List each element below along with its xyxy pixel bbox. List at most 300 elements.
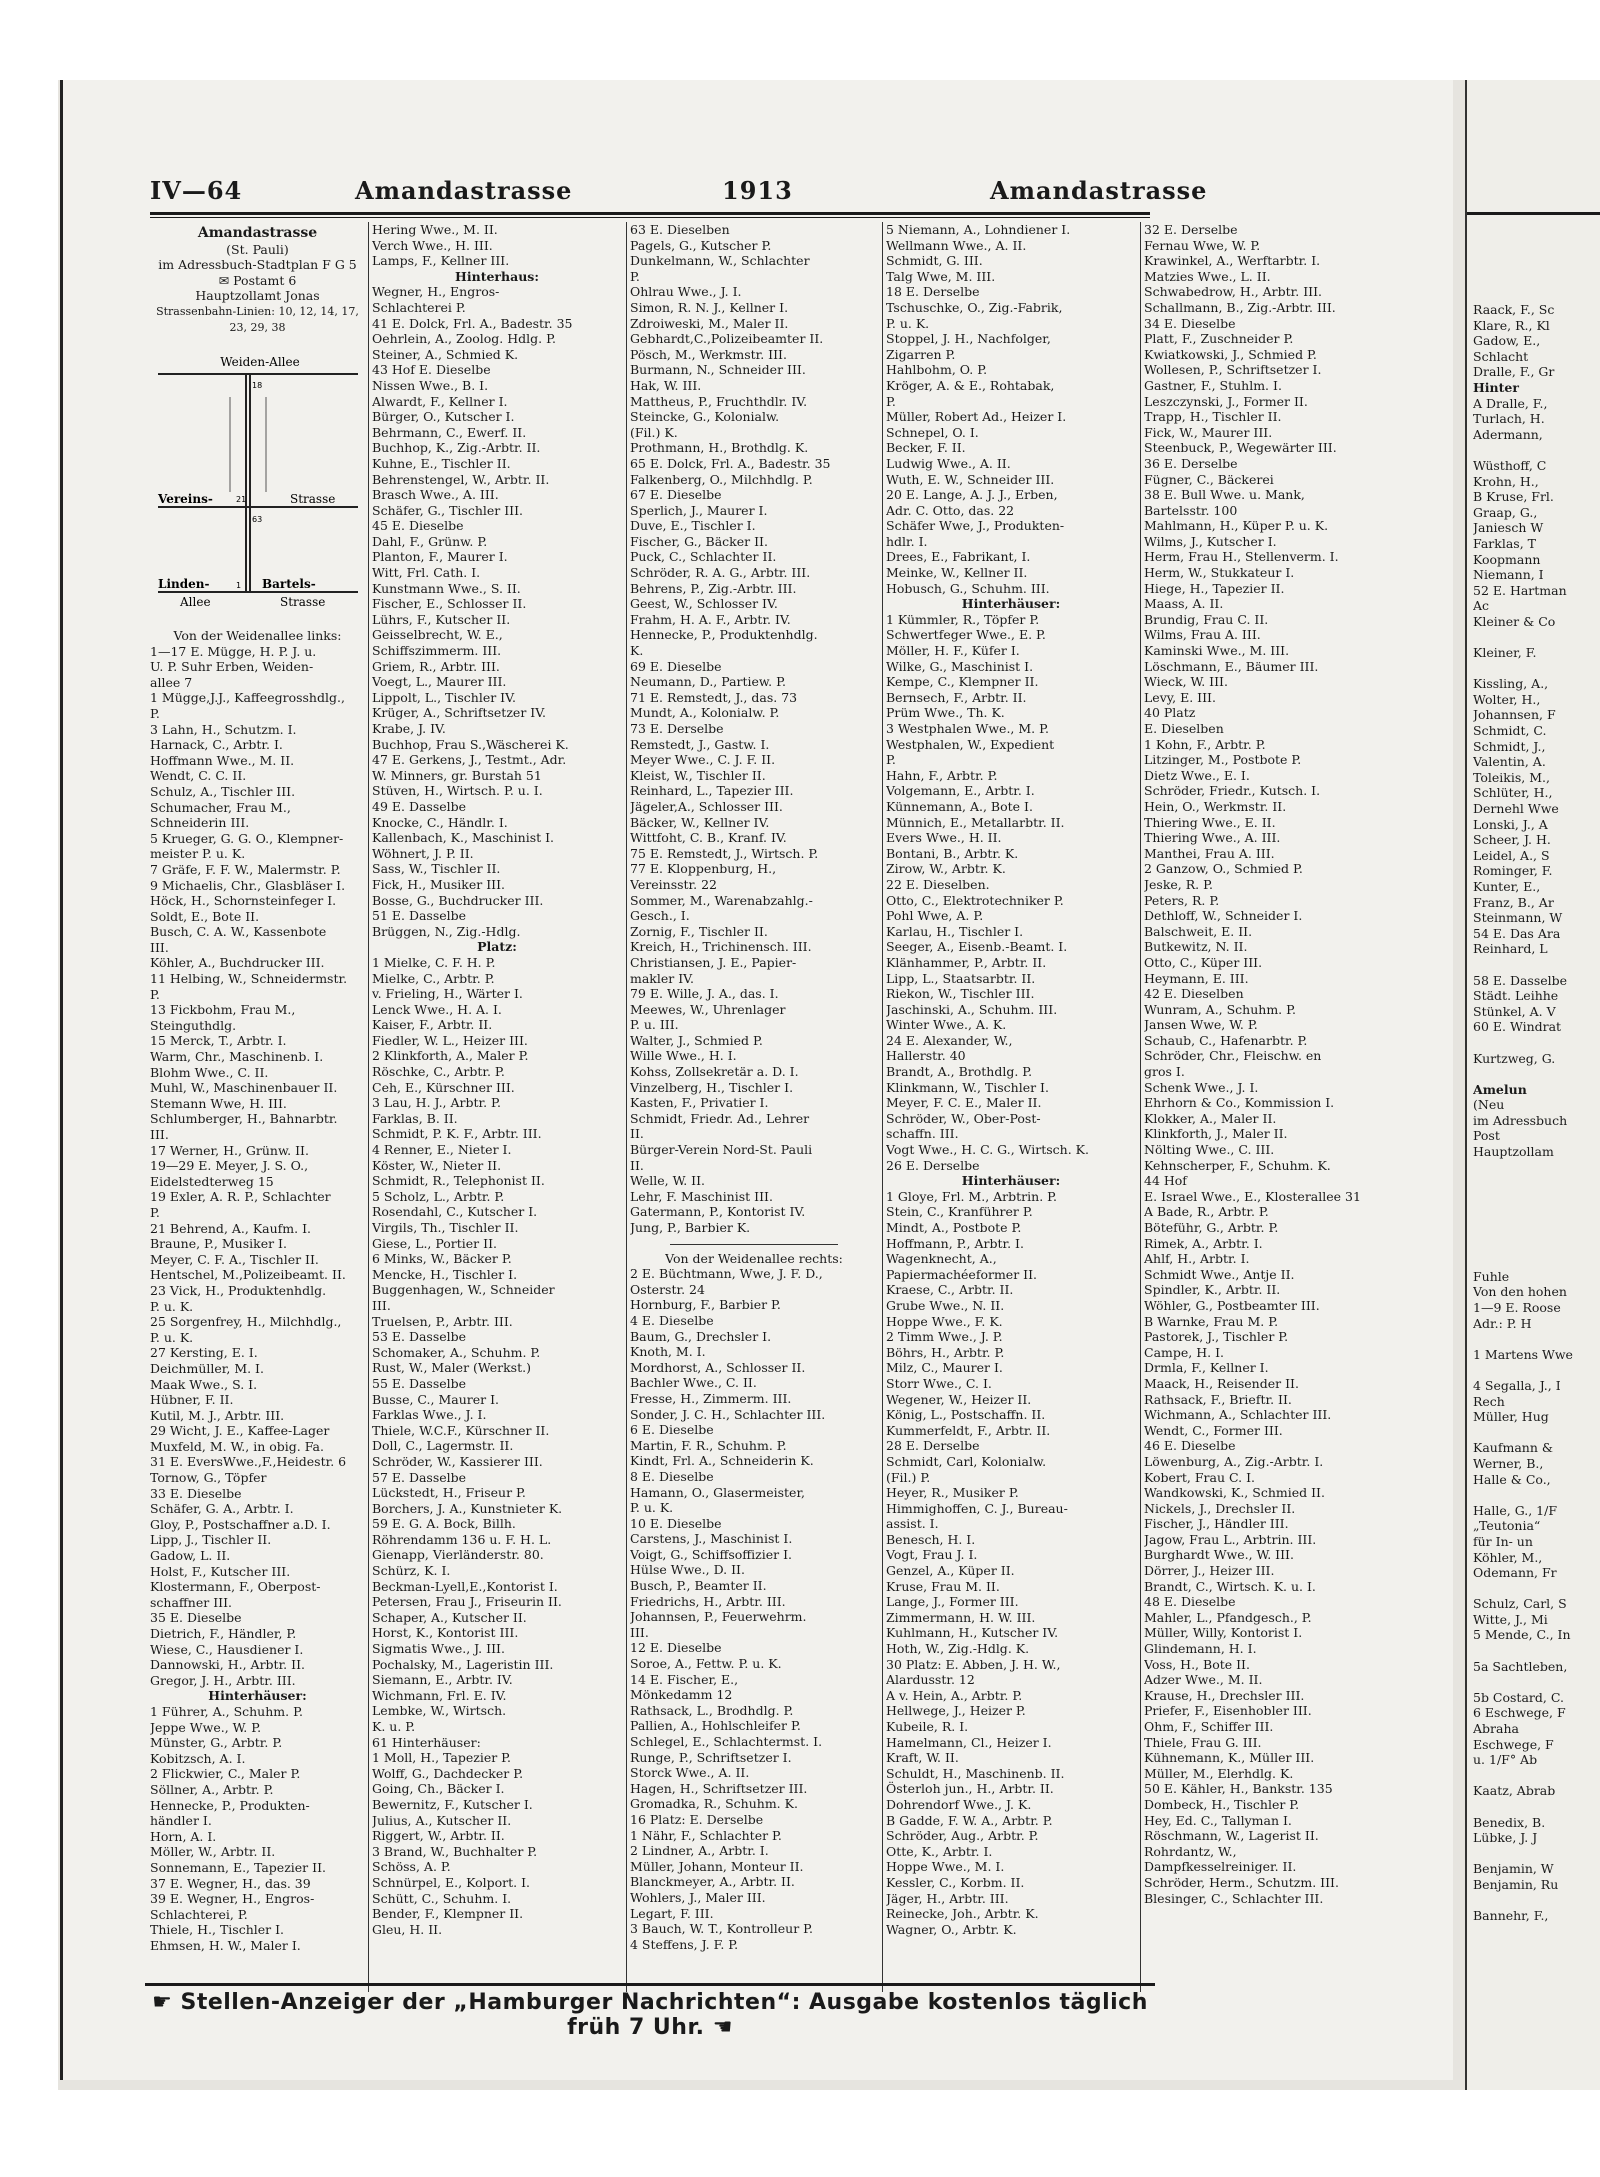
- directory-entry: A v. Hein, A., Arbtr. P.: [886, 1687, 1023, 1703]
- directory-entry: Glindemann, H. I.: [1144, 1641, 1257, 1657]
- directory-entry: [1473, 1066, 1600, 1082]
- directory-entry: 1 Kohn, F., Arbtr. P.: [1144, 736, 1266, 752]
- directory-entry: Buchhop, K., Zig.-Arbtr. II.: [372, 440, 541, 456]
- directory-entry: Schäfer, G., Tischler III.: [372, 502, 524, 518]
- directory-entry: Sommer, M., Warenabzahlg.-: [630, 892, 813, 908]
- directory-entry: 58 E. Dasselbe: [1473, 972, 1568, 988]
- directory-entry: Schiffszimmerm. III.: [372, 643, 502, 659]
- directory-entry: Mönkedamm 12: [630, 1687, 733, 1703]
- section-heading: Platz:: [477, 939, 517, 955]
- directory-entry: 25 Sorgenfrey, H., Milchhdlg.,: [150, 1314, 342, 1330]
- directory-entry: Lembke, W., Wirtsch.: [372, 1703, 507, 1719]
- directory-entry: Hallerstr. 40: [886, 1048, 966, 1064]
- directory-entry: Adr.: P. H: [1473, 1315, 1532, 1331]
- directory-entry: Halle & Co.,: [1473, 1471, 1551, 1487]
- directory-entry: Vereinsstr. 22: [630, 876, 718, 892]
- directory-entry: 69 E. Dieselbe: [630, 658, 722, 674]
- directory-entry: Bannehr, F.,: [1473, 1908, 1549, 1924]
- directory-entry: Ludwig Wwe., A. II.: [886, 455, 1011, 471]
- adjacent-page-header-rule: [1467, 212, 1600, 215]
- directory-entry: 71 E. Remstedt, J., das. 73: [630, 689, 798, 705]
- directory-entry: Schlegel, E., Schlachtermst. I.: [630, 1734, 823, 1749]
- directory-entry: [1473, 1799, 1600, 1815]
- directory-entry: 51 E. Dasselbe: [372, 908, 467, 924]
- directory-entry: Voegt, L., Maurer III.: [372, 674, 507, 690]
- directory-entry: allee 7: [150, 674, 193, 690]
- directory-entry: Schnürpel, E., Kolport. I.: [372, 1874, 530, 1890]
- directory-entry: Hering Wwe., M. II.: [372, 222, 498, 237]
- directory-entry: Schnepel, O. I.: [886, 424, 979, 440]
- directory-entry: 1 Mügge,J.J., Kaffeegrosshdlg.,: [150, 690, 345, 706]
- directory-entry: Prüm Wwe., Th. K.: [886, 705, 1005, 721]
- directory-entry: Toleikis, M.,: [1473, 769, 1550, 785]
- directory-entry: Höck, H., Schornsteinfeger I.: [150, 893, 337, 909]
- directory-entry: P. u. K.: [150, 1329, 194, 1345]
- directory-entry: Deichmüller, M. I.: [150, 1360, 264, 1376]
- directory-entry: Fischer, J., Händler III.: [1144, 1516, 1289, 1532]
- directory-entry: Von der Weidenallee rechts:: [665, 1250, 843, 1266]
- directory-entry: Jagow, Frau L., Arbtrin. III.: [1144, 1531, 1317, 1547]
- directory-entry: Koopmann: [1473, 551, 1541, 567]
- directory-entry: Österloh jun., H., Arbtr. II.: [886, 1781, 1054, 1797]
- directory-entry: A Dralle, F.,: [1473, 395, 1548, 411]
- directory-entry: Ceh, E., Kürschner III.: [372, 1079, 515, 1095]
- directory-entry: Meyer Wwe., C. J. F. II.: [630, 752, 776, 768]
- directory-entry: Rimek, A., Arbtr. I.: [1144, 1235, 1263, 1251]
- directory-entry: Köhler, M.,: [1473, 1549, 1543, 1565]
- directory-entry: Adzer Wwe., M. II.: [1144, 1672, 1263, 1688]
- directory-entry: 55 E. Dasselbe: [372, 1375, 467, 1391]
- directory-entry: 44 Hof: [1144, 1173, 1187, 1189]
- directory-entry: Ehmsen, H. W., Maler I.: [150, 1937, 301, 1953]
- directory-entry: Eschwege, F: [1473, 1736, 1554, 1752]
- directory-entry: Meyer, F. C. E., Maler II.: [886, 1095, 1042, 1111]
- directory-entry: 1—17 E. Mügge, H. P. J. u.: [150, 643, 317, 659]
- map-label-bottom-right: Bartels-: [262, 577, 316, 591]
- directory-entry: Kurtzweg, G.: [1473, 1050, 1556, 1066]
- directory-entry: Schütt, C., Schuhm. I.: [372, 1890, 512, 1906]
- directory-entry: Dunkelmann, W., Schlachter: [630, 253, 810, 269]
- directory-entry: 40 Platz: [1144, 705, 1196, 721]
- directory-entry: III.: [150, 1127, 169, 1142]
- directory-entry: Adr. C. Otto, das. 22: [886, 502, 1015, 518]
- directory-entry: Kindt, Frl. A., Schneiderin K.: [630, 1453, 814, 1469]
- directory-entry: Adermann,: [1473, 426, 1543, 442]
- directory-entry: [1473, 1643, 1600, 1659]
- directory-entry: Sass, W., Tischler II.: [372, 861, 501, 877]
- directory-entry: Kubeile, R. I.: [886, 1719, 969, 1734]
- directory-entry: Herm, W., Stukkateur I.: [1144, 565, 1295, 581]
- directory-entry: Burghardt Wwe., W. III.: [1144, 1547, 1294, 1563]
- directory-entry: 21 Behrend, A., Kaufm. I.: [150, 1220, 312, 1236]
- directory-entry: Schwabedrow, H., Arbtr. III.: [1144, 284, 1323, 300]
- directory-entry: [1473, 661, 1600, 677]
- directory-entry: Wolff, G., Dachdecker P.: [372, 1765, 524, 1781]
- directory-entry: Schröder, Friedr., Kutsch. I.: [1144, 783, 1321, 799]
- directory-entry: Pastorek, J., Tischler P.: [1144, 1329, 1289, 1345]
- street-info-district: (St. Pauli): [226, 241, 289, 257]
- street-info-adressbuch: im Adressbuch-Stadtplan F G 5: [158, 257, 357, 273]
- directory-entry: Kehnscherper, F., Schuhm. K.: [1144, 1157, 1331, 1173]
- directory-entry: Mahler, L., Pfandgesch., P.: [1144, 1609, 1312, 1625]
- directory-entry: Schlacht: [1473, 348, 1529, 364]
- directory-entry: 12 E. Dieselbe: [630, 1640, 722, 1656]
- directory-entry: Hornburg, F., Barbier P.: [630, 1297, 781, 1313]
- column-1: [150, 628, 365, 1983]
- directory-entry: Steinmann, W: [1473, 910, 1563, 926]
- directory-entry: Riggert, W., Arbtr. II.: [372, 1828, 505, 1844]
- directory-entry: Behrmann, C., Ewerf. II.: [372, 424, 527, 440]
- directory-entry: Fiedler, W. L., Heizer III.: [372, 1032, 528, 1048]
- directory-entry: Truelsen, P., Arbtr. III.: [372, 1313, 513, 1329]
- directory-entry: Bürger, O., Kutscher I.: [372, 409, 515, 425]
- directory-entry: Odemann, Fr: [1473, 1565, 1557, 1581]
- directory-entry: Krause, H., Drechsler III.: [1144, 1687, 1305, 1703]
- section-heading: Hinterhaus:: [455, 268, 539, 284]
- directory-entry: Thiele, Frau G. III.: [1144, 1734, 1262, 1750]
- directory-entry: Julius, A., Kutscher II.: [372, 1812, 512, 1828]
- directory-entry: Meewes, W., Uhrenlager: [630, 1001, 786, 1017]
- directory-entry: [1473, 1035, 1600, 1051]
- directory-entry: Hamelmann, Cl., Heizer I.: [886, 1734, 1052, 1750]
- directory-entry: Horst, K., Kontorist III.: [372, 1625, 519, 1641]
- directory-entry: Heymann, E. III.: [1144, 970, 1249, 986]
- directory-entry: Krüger, A., Schriftsetzer IV.: [372, 705, 547, 721]
- directory-entry: Lange, J., Former III.: [886, 1594, 1019, 1610]
- directory-entry: Thiering Wwe., A. III.: [1144, 830, 1281, 846]
- directory-entry: Müller, Robert Ad., Heizer I.: [886, 409, 1067, 425]
- directory-entry: Dombeck, H., Tischler P.: [1144, 1796, 1300, 1812]
- directory-entry: Böteführ, G., Arbtr. P.: [1144, 1220, 1279, 1235]
- directory-entry: Storck Wwe., A. II.: [630, 1765, 750, 1781]
- column-divider: [626, 222, 627, 1992]
- directory-entry: Kwiatkowski, J., Schmied P.: [1144, 346, 1317, 362]
- directory-entry: 53 E. Dasselbe: [372, 1329, 467, 1345]
- directory-entry: [1473, 1253, 1600, 1269]
- directory-entry: 1 Kümmler, R., Töpfer P.: [886, 611, 1040, 627]
- directory-entry: König, L., Postschaffn. II.: [886, 1407, 1046, 1423]
- directory-entry: Reinecke, Joh., Arbtr. K.: [886, 1906, 1039, 1922]
- directory-entry: makler IV.: [630, 970, 694, 986]
- directory-entry: Klinkforth, J., Maler II.: [1144, 1126, 1288, 1142]
- directory-entry: Becker, F. II.: [886, 440, 966, 456]
- directory-entry: [1473, 1846, 1600, 1862]
- directory-entry: Behrenstengel, W., Arbtr. II.: [372, 471, 550, 487]
- directory-entry: Pösch, M., Werkmstr. III.: [630, 346, 787, 362]
- directory-entry: Grube Wwe., N. II.: [886, 1297, 1005, 1313]
- directory-entry: Bender, F., Klempner II.: [372, 1906, 524, 1922]
- directory-entry: Thiele, H., Tischler I.: [150, 1922, 285, 1938]
- directory-entry: Voigt, G., Schiffsoffizier I.: [630, 1546, 792, 1562]
- directory-entry: [1473, 1768, 1600, 1784]
- directory-entry: Schlachterei, P.: [150, 1906, 248, 1922]
- directory-entry: Siemann, E., Arbtr. IV.: [372, 1672, 513, 1688]
- directory-entry: Ohlrau Wwe., J. I.: [630, 284, 742, 300]
- directory-entry: 4 Renner, E., Nieter I.: [372, 1142, 512, 1158]
- directory-entry: Wollesen, P., Schriftsetzer I.: [1144, 362, 1322, 378]
- directory-entry: 39 E. Wegner, H., Engros-: [150, 1891, 315, 1907]
- directory-entry: Vogt, Frau J. I.: [886, 1547, 978, 1563]
- directory-entry: 31 E. EversWwe.,F.,Heidestr. 6: [150, 1454, 347, 1470]
- directory-entry: Müller, Johann, Monteur II.: [630, 1858, 804, 1874]
- directory-entry: Wilms, Frau A. III.: [1144, 627, 1261, 643]
- directory-entry: Scheer, J. H.: [1473, 832, 1551, 848]
- directory-entry: Muhl, W., Maschinenbauer II.: [150, 1080, 338, 1096]
- directory-entry: 10 E. Dieselbe: [630, 1515, 722, 1531]
- directory-entry: Seeger, A., Eisenb.-Beamt. I.: [886, 939, 1068, 955]
- directory-entry: Möller, H. F., Küfer I.: [886, 643, 1020, 659]
- directory-entry: 26 E. Derselbe: [886, 1157, 980, 1173]
- directory-entry: Müller, M., Elerhdlg. K.: [1144, 1765, 1294, 1781]
- map-label-mid-left: Vereins-: [158, 492, 213, 506]
- directory-entry: (Fil.) K.: [630, 424, 678, 440]
- directory-entry: Fuhle: [1473, 1268, 1510, 1284]
- directory-entry: Steinguthdlg.: [150, 1017, 237, 1033]
- directory-entry: 22 E. Dieselben.: [886, 876, 990, 892]
- directory-entry: Abraha: [1473, 1721, 1519, 1737]
- directory-entry: Lippolt, L., Tischler IV.: [372, 689, 516, 705]
- directory-entry: Virgils, Th., Tischler II.: [372, 1220, 519, 1235]
- directory-entry: Meinke, W., Kellner II.: [886, 565, 1028, 581]
- directory-entry: Wendt, C. C. II.: [150, 768, 247, 784]
- directory-entry: Brüggen, N., Zig.-Hdlg.: [372, 923, 521, 939]
- directory-entry: Benedix, B.: [1473, 1814, 1546, 1830]
- directory-entry: Osterstr. 24: [630, 1281, 705, 1297]
- directory-entry: Müller, Willy, Kontorist I.: [1144, 1625, 1303, 1641]
- directory-entry: Campe, H. I.: [1144, 1344, 1224, 1360]
- directory-entry: Wöhler, G., Postbeamter III.: [1144, 1297, 1320, 1313]
- directory-entry: Wiese, C., Hausdiener I.: [150, 1641, 304, 1657]
- directory-entry: Baum, G., Drechsler I.: [630, 1328, 772, 1344]
- directory-entry: Riekon, W., Tischler III.: [886, 986, 1035, 1002]
- directory-entry: Köster, W., Nieter II.: [372, 1157, 502, 1173]
- directory-entry: Falkenberg, O., Milchhdlg. P.: [630, 471, 813, 487]
- directory-entry: Valentin, A.: [1473, 754, 1546, 770]
- directory-entry: Klänhammer, P., Arbtr. II.: [886, 954, 1047, 970]
- directory-entry: Schomaker, A., Schuhm. P.: [372, 1344, 541, 1360]
- directory-entry: 1—9 E. Roose: [1473, 1300, 1561, 1315]
- directory-entry: 49 E. Dasselbe: [372, 798, 467, 814]
- directory-entry: Kleiner, F.: [1473, 645, 1537, 661]
- directory-entry: Storr Wwe., C. I.: [886, 1375, 992, 1391]
- directory-entry: Hoffmann, P., Arbtr. I.: [886, 1235, 1024, 1251]
- directory-entry: Wichmann, Frl. E. IV.: [372, 1687, 507, 1703]
- directory-entry: Buchhop, Frau S.,Wäscherei K.: [372, 736, 569, 752]
- directory-entry: 5 Krueger, G. G. O., Klempner-: [150, 830, 344, 846]
- directory-entry: [1473, 1362, 1600, 1378]
- directory-entry: Spindler, K., Arbtr. II.: [1144, 1282, 1281, 1298]
- directory-entry: Harnack, C., Arbtr. I.: [150, 737, 283, 753]
- directory-entry: Schöss, A. P.: [372, 1859, 451, 1875]
- directory-entry: Brandt, A., Brothdlg. P.: [886, 1064, 1033, 1080]
- directory-entry: Thiering Wwe., E. II.: [1144, 814, 1276, 830]
- directory-entry: Hahlbohm, O. P.: [886, 362, 988, 378]
- directory-entry: Jansen Wwe, W. P.: [1144, 1017, 1258, 1033]
- directory-entry: Evers Wwe., H. II.: [886, 830, 1002, 846]
- directory-entry: 1 Nähr, F., Schlachter P.: [630, 1827, 782, 1843]
- directory-entry: Drmla, F., Kellner I.: [1144, 1360, 1269, 1376]
- directory-entry: Wuth, E. W., Schneider III.: [886, 471, 1055, 487]
- directory-entry: Planton, F., Maurer I.: [372, 549, 508, 565]
- map-num-top: 18: [252, 381, 263, 390]
- directory-entry: Mahlmann, H., Küper P. u. K.: [1144, 518, 1329, 534]
- directory-entry: Ahlf, H., Arbtr. I.: [1144, 1251, 1250, 1267]
- directory-entry: Mundt, A., Kolonialw. P.: [630, 705, 780, 721]
- directory-entry: Kunstmann Wwe., S. II.: [372, 580, 521, 596]
- directory-entry: Benjamin, Ru: [1473, 1876, 1559, 1892]
- directory-entry: Dernehl Wwe: [1473, 801, 1559, 816]
- directory-entry: schaffner III.: [150, 1594, 232, 1610]
- directory-entry: Matzies Wwe., L. II.: [1144, 268, 1271, 284]
- section-heading: Hinterhäuser:: [961, 1173, 1061, 1189]
- directory-entry: Wittfoht, C. B., Kranf. IV.: [630, 830, 787, 846]
- directory-entry: Benjamin, W: [1473, 1861, 1554, 1877]
- directory-entry: Wandkowski, K., Schmied II.: [1144, 1485, 1325, 1501]
- directory-entry: Johannsen, F: [1473, 707, 1556, 723]
- directory-entry: Schuldt, H., Maschinenb. II.: [886, 1765, 1065, 1781]
- column-divider: [882, 222, 883, 1992]
- directory-entry: Gregor, J. H., Arbtr. III.: [150, 1672, 296, 1688]
- directory-entry: Farklas Wwe., J. I.: [372, 1407, 487, 1423]
- directory-entry: Benesch, H. I.: [886, 1531, 976, 1547]
- directory-entry: Zimmermann, H. W. III.: [886, 1609, 1036, 1625]
- directory-entry: 65 E. Dolck, Frl. A., Badestr. 35: [630, 455, 831, 471]
- directory-entry: Kummerfeldt, F., Arbtr. II.: [886, 1422, 1051, 1438]
- directory-entry: Kobitzsch, A. I.: [150, 1750, 246, 1766]
- directory-entry: 6 Minks, W., Bäcker P.: [372, 1251, 512, 1267]
- street-title-right: Amandastrasse: [990, 176, 1208, 205]
- directory-entry: Hübner, F. II.: [150, 1392, 234, 1408]
- directory-entry: händler I.: [150, 1813, 212, 1829]
- directory-entry: Dörrer, J., Heizer III.: [1144, 1563, 1275, 1579]
- directory-entry: u. 1/F° Ab: [1473, 1752, 1538, 1768]
- directory-entry: Bäcker, W., Kellner IV.: [630, 814, 770, 830]
- directory-entry: Stemann Wwe, H. III.: [150, 1095, 287, 1111]
- directory-entry: Wagner, O., Arbtr. K.: [886, 1921, 1017, 1937]
- directory-entry: Kasten, F., Privatier I.: [630, 1095, 769, 1111]
- directory-entry: meister P. u. K.: [150, 846, 246, 862]
- directory-entry: 41 E. Dolck, Frl. A., Badestr. 35: [372, 315, 573, 331]
- directory-entry: Jaschinski, A., Schuhm. III.: [886, 1001, 1058, 1017]
- directory-entry: 32 E. Derselbe: [1144, 222, 1238, 237]
- directory-entry: 9 Michaelis, Chr., Glasbläser I.: [150, 877, 346, 893]
- directory-entry: Schmidt, Friedr. Ad., Lehrer: [630, 1110, 810, 1126]
- directory-entry: 7 Gräfe, F. F. W., Malermstr. P.: [150, 861, 341, 877]
- directory-entry: Steiner, A., Schmied K.: [372, 346, 519, 362]
- directory-entry: Schmidt, R., Telephonist II.: [372, 1173, 545, 1189]
- directory-entry: 2 Timm Wwe., J. P.: [886, 1329, 1003, 1345]
- directory-entry: Pohl Wwe, A. P.: [886, 908, 984, 924]
- directory-entry: Geest, W., Schlosser IV.: [630, 596, 778, 612]
- directory-entry: Dampfkesselreiniger. II.: [1144, 1859, 1297, 1875]
- directory-entry: 4 Segalla, J., I: [1473, 1377, 1561, 1393]
- directory-entry: Werner, B.,: [1473, 1455, 1544, 1471]
- directory-entry: Schaub, C., Hafenarbtr. P.: [1144, 1032, 1308, 1048]
- directory-entry: Maack, H., Reisender II.: [1144, 1375, 1299, 1391]
- directory-entry: Otte, K., Arbtr. I.: [886, 1843, 993, 1859]
- directory-entry: [1473, 1238, 1600, 1254]
- directory-entry: Schröder, R. A. G., Arbtr. III.: [630, 565, 811, 581]
- directory-entry: Mencke, H., Tischler I.: [372, 1266, 518, 1282]
- directory-entry: Hentschel, M.,Polizeibeamt. II.: [150, 1267, 346, 1283]
- directory-entry: schaffn. III.: [886, 1126, 959, 1142]
- directory-entry: Mordhorst, A., Schlosser II.: [630, 1359, 806, 1375]
- directory-entry: Nölting Wwe., C. III.: [1144, 1142, 1275, 1158]
- directory-entry: für In- un: [1473, 1533, 1533, 1549]
- directory-entry: Hellwege, J., Heizer P.: [886, 1703, 1026, 1719]
- section-heading: Amelun: [1473, 1081, 1527, 1097]
- directory-entry: Schlumberger, H., Bahnarbtr.: [150, 1111, 338, 1127]
- directory-entry: Wunram, A., Schuhm. P.: [1144, 1001, 1296, 1017]
- directory-entry: Schröder, W., Ober-Post-: [886, 1110, 1041, 1126]
- directory-entry: Dietrich, F., Händler, P.: [150, 1626, 297, 1641]
- street-info: [150, 226, 365, 335]
- directory-entry: Busse, C., Maurer I.: [372, 1391, 499, 1407]
- directory-entry: Dietz Wwe., E. I.: [1144, 767, 1250, 783]
- street-map: [150, 352, 365, 614]
- directory-entry: Thiele, W.C.F., Kürschner II.: [372, 1422, 550, 1438]
- directory-entry: Kleiner & Co: [1473, 613, 1556, 629]
- directory-entry: Buggenhagen, W., Schneider: [372, 1282, 555, 1298]
- directory-entry: B Warnke, Frau M. P.: [1144, 1313, 1279, 1329]
- directory-entry: P. u. K.: [630, 1500, 674, 1516]
- directory-entry: Lührs, F., Kutscher II.: [372, 611, 511, 627]
- directory-entry: Schallmann, B., Zig.-Arbtr. III.: [1144, 299, 1336, 315]
- directory-entry: 16 Platz: E. Derselbe: [630, 1811, 764, 1827]
- directory-entry: Blanckmeyer, A., Arbtr. II.: [630, 1874, 795, 1890]
- header-rule: [150, 212, 1150, 215]
- directory-entry: Duve, E., Tischler I.: [630, 518, 756, 534]
- envelope-icon: ✉: [218, 272, 234, 288]
- directory-entry: Talg Wwe, M. III.: [886, 268, 996, 284]
- directory-entry: 1 Mielke, C. F. H. P.: [372, 954, 496, 970]
- directory-entry: Schäfer Wwe, J., Produkten-: [886, 518, 1065, 534]
- directory-entry: Janiesch W: [1473, 520, 1544, 536]
- directory-entry: Fick, W., Maurer III.: [1144, 424, 1273, 440]
- directory-entry: 45 E. Dieselbe: [372, 518, 464, 534]
- directory-entry: Jeppe Wwe., W. P.: [150, 1719, 262, 1735]
- directory-entry: „Teutonia“: [1473, 1518, 1541, 1534]
- directory-entry: (Fil.) P.: [886, 1469, 931, 1485]
- directory-entry: Reinhard, L: [1473, 941, 1548, 957]
- directory-entry: K.: [630, 643, 644, 659]
- directory-entry: Frahm, H. A. F., Arbtr. IV.: [630, 611, 791, 627]
- directory-entry: Schulz, Carl, S: [1473, 1596, 1567, 1612]
- directory-entry: Alardusstr. 12: [886, 1672, 975, 1688]
- directory-entry: W. Minners, gr. Burstah 51: [372, 767, 542, 783]
- directory-entry: Stünkel, A. V: [1473, 1003, 1556, 1019]
- directory-entry: 27 Kersting, E. I.: [150, 1345, 258, 1361]
- directory-entry: 2 E. Büchtmann, Wwe, J. F. D.,: [630, 1266, 823, 1282]
- directory-entry: Schumacher, Frau M.,: [150, 799, 291, 815]
- directory-entry: Lübke, J. J: [1473, 1830, 1538, 1846]
- directory-entry: 35 E. Dieselbe: [150, 1610, 242, 1626]
- directory-entry: Dohrendorf Wwe., J. K.: [886, 1796, 1032, 1812]
- directory-entry: Lamps, F., Kellner III.: [372, 253, 510, 269]
- directory-entry: P.: [150, 705, 160, 721]
- directory-entry: Hennecke, P., Produktenhdlg.: [630, 627, 818, 643]
- directory-entry: Dannowski, H., Arbtr. II.: [150, 1657, 305, 1673]
- directory-entry: II.: [630, 1157, 644, 1173]
- directory-entry: Von den hohen: [1473, 1284, 1567, 1300]
- directory-entry: Busch, C. A. W., Kassenbote: [150, 924, 327, 940]
- directory-entry: Brasch Wwe., A. III.: [372, 487, 499, 503]
- directory-entry: Rathsack, F., Brieftr. II.: [1144, 1391, 1292, 1407]
- directory-entry: Witte, J., Mi: [1473, 1611, 1548, 1627]
- directory-entry: Soldt, E., Bote II.: [150, 908, 260, 924]
- street-title-left: Amandastrasse: [355, 176, 573, 205]
- directory-entry: Balschweit, E. II.: [1144, 923, 1253, 939]
